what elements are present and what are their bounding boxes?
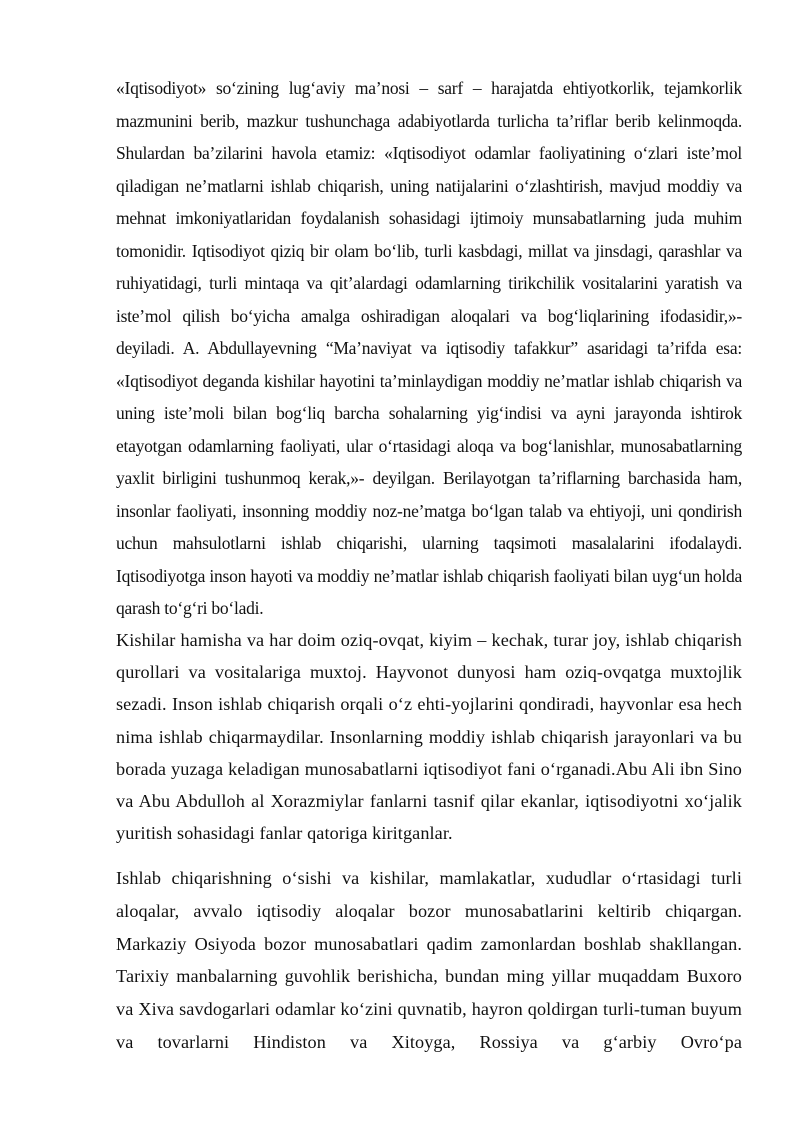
paragraph-iqtisodiyot-definitions: «Iqtisodiyot» so‘zining lug‘aviy ma’nosi – sarf – harajatda ehtiyotkorlik, tejamkorlik mazmunini berib, mazkur tushunchaga adabiyotlarda turlicha ta’riflar berib kelinmoqda. Shulardan ba’zilarini havola etamiz: «Iqtisodiyot odamlar faoliyatining o‘zlari iste’mol qiladigan ne’matlarni ishlab chiqarish, uning natijalarini o‘zlashtirish, mavjud moddiy va mehnat imkoniyatlaridan foydalanish sohasidagi ijtimoiy munsabatlarning juda muhim tomonidir. Iqtisodiyot qiziq bir olam bo‘lib, turli kasbdagi, millat va jinsdagi, qarashlar va ruhiyatidagi, turli mintaqa va qit’alardagi odamlarning tirikchilik vositalarini yaratish va iste’mol qilish bo‘yicha amalga oshiradigan aloqalari va bog‘liqlarining ifodasidir,»- deyiladi. A. Abdullayevning “Ma’naviyat va iqtisodiy tafakkur” asaridagi ta’rifda esa: «Iqtisodiyot deganda kishilar hayotini ta’minlaydigan moddiy ne’matlar ishlab chiqarish va uning iste’moli bilan bog‘liq barcha sohalarning yig‘indisi va ayni jarayonda ishtirok etayotgan odamlarning faoliyati, ular o‘rtasidagi aloqa va bog‘lanishlar, munosabatlarning yaxlit birligini tushunmoq kerak,»- deyilgan. Berilayotgan ta’riflarning barchasida ham, insonlar faoliyati, insonning moddiy noz-ne’matga bo‘lgan talab va ehtiyoji, uni qondirish uchun mahsulotlarni ishlab chiqarishi, ularning taqsimoti masalalarini ifodalaydi. Iqtisodiyotga inson hayoti va moddiy ne’matlar ishlab chiqarish faoliyati bilan uyg‘un holda qarash to‘g‘ri bo‘ladi. (116, 78, 742, 618)
paragraph-human-needs: Kishilar hamisha va har doim oziq-ovqat, kiyim – kechak, turar joy, ishlab chiqarish qurollari va vositalariga muxtoj. Hayvonot dunyosi ham oziq-ovqatga muxtojlik sezadi. Inson ishlab chiqarish orqali o‘z ehti-yojlarini qondiradi, hayvonlar esa hech nima ishlab chiqarmaydilar. Insonlarning moddiy ishlab chiqarish jarayonlari va bu borada yuzaga keladigan munosabatlarni iqtisodiyot fani o‘rganadi.Abu Ali ibn Sino va Abu Abdulloh al Xorazmiylar fanlarni tasnif qilar ekanlar, iqtisodiyotni xo‘jalik yuritish sohasidagi fanlar qatoriga kiritganlar. (116, 630, 742, 844)
paragraph-market-relations: Ishlab chiqarishning o‘sishi va kishilar, mamlakatlar, xududlar o‘rtasidagi turli aloqalar, avvalo iqtisodiy aloqalar bozor munosabatlarini keltirib chiqargan. Markaziy Osiyoda bozor munosabatlari qadim zamonlardan boshlab shakllangan. Tarixiy manbalarning guvohlik berishicha, bundan ming yillar muqaddam Buxoro va Xiva savdogarlari odamlar ko‘zini quvnatib, hayron qoldirgan turli-tuman buyum va tovarlarni Hindiston va Xitoyga, Rossiya va g‘arbiy Ovro‘pa (116, 868, 742, 1052)
